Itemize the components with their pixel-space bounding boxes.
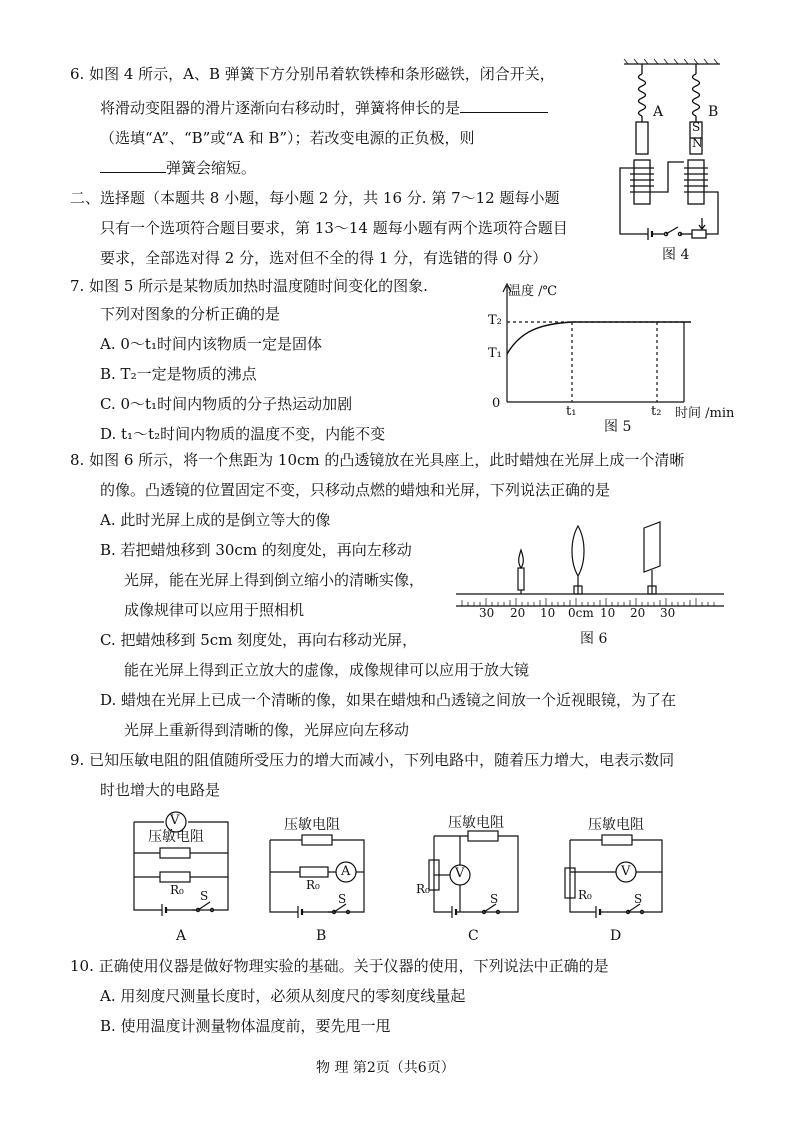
figure-5-temperature-graph	[470, 280, 740, 420]
fig6-tick-label: 20	[630, 606, 646, 620]
q9-a-r0: R₀	[170, 883, 184, 897]
q9-c-r0: R₀	[416, 882, 430, 896]
q9-a-voltmeter: V	[170, 813, 180, 828]
q9-line1: 9. 已知压敏电阻的阻值随所受压力的增大而减小，下列电路中，随着压力增大，电表示数同	[70, 751, 675, 769]
fig6-tick-label: 0cm	[568, 606, 594, 620]
q9-d-switch: S	[634, 892, 643, 906]
fig5-t2-label: T₂	[488, 313, 502, 328]
fig5-caption: 图 5	[604, 419, 632, 435]
q10-line1: 10. 正确使用仪器是做好物理实验的基础。关于仪器的使用，下列说法中正确的是	[70, 957, 609, 975]
fig5-y-label: 温度 /℃	[508, 284, 558, 299]
q9-b-r0: R₀	[306, 878, 320, 892]
q8-line2: 的像。凸透镜的位置固定不变，只移动点燃的蜡烛和光屏，下列说法正确的是	[100, 481, 611, 499]
q10-option-b[interactable]: B. 使用温度计测量物体温度前，要先甩一甩	[100, 1017, 391, 1035]
fig4-caption: 图 4	[662, 247, 690, 263]
page-footer: 物 理 第2页（共6页）	[316, 1060, 455, 1076]
q7-line2: 下列对图象的分析正确的是	[100, 305, 281, 323]
q8-option-a[interactable]: A. 此时光屏上成的是倒立等大的像	[100, 511, 331, 529]
q9-circuit-c	[416, 826, 526, 922]
q7-option-b[interactable]: B. T₂一定是物质的沸点	[100, 365, 257, 383]
fig6-tick-label: 10	[540, 606, 556, 620]
fig5-t1-label: T₁	[488, 346, 502, 361]
section2-line2: 只有一个选项符合题目要求，第 13～14 题每小题有两个选项符合题目	[100, 219, 568, 237]
q9-caption-d: D	[610, 928, 622, 944]
q6-line2: 将滑动变阻器的滑片逐渐向右移动时，弹簧将伸长的是	[100, 98, 548, 118]
q6-answer-blank-1[interactable]	[460, 98, 548, 113]
q9-c-switch: S	[490, 892, 499, 906]
q9-d-sensor-label: 压敏电阻	[588, 817, 644, 833]
section2-line3: 要求，全部选对得 2 分，选对但不全的得 1 分，有选错的得 0 分）	[100, 249, 548, 267]
q7-option-d[interactable]: D. t₁～t₂时间内物质的温度不变，内能不变	[100, 425, 386, 443]
q9-a-switch: S	[200, 889, 209, 903]
q9-b-ammeter: A	[341, 864, 351, 879]
figure-4-electromagnet	[612, 56, 732, 246]
fig6-caption: 图 6	[580, 631, 608, 647]
q8-option-b-line2: 光屏，能在光屏上得到倒立缩小的清晰实像，	[124, 571, 425, 589]
q10-option-a[interactable]: A. 用刻度尺测量长度时，必须从刻度尺的零刻度线量起	[100, 987, 466, 1005]
fig6-tick-label: 10	[600, 606, 616, 620]
fig5-origin: 0	[492, 396, 501, 411]
section2-line1: 二、选择题（本题共 8 小题，每小题 2 分，共 16 分. 第 7～12 题每小题	[70, 189, 560, 207]
q8-option-d-line2: 光屏上重新得到清晰的像，光屏应向左移动	[124, 721, 410, 739]
fig4-magnet-s: S	[692, 120, 701, 134]
q9-b-sensor-label: 压敏电阻	[284, 817, 340, 833]
fig5-x-label: 时间 /min	[675, 406, 735, 421]
fig6-ruler-labels	[452, 606, 732, 622]
q9-c-voltmeter: V	[455, 866, 465, 881]
q9-caption-a: A	[176, 928, 187, 944]
q8-option-b-line3: 成像规律可以应用于照相机	[124, 601, 305, 619]
q9-circuit-b	[262, 826, 372, 922]
fig6-tick-label: 20	[510, 606, 526, 620]
fig5-x-t1: t₁	[566, 404, 577, 419]
q9-line2: 时也增大的电路是	[100, 781, 221, 799]
q9-b-switch: S	[338, 892, 347, 906]
q7-option-c[interactable]: C. 0～t₁时间内物质的分子热运动加剧	[100, 395, 353, 413]
fig4-label-a: A	[653, 104, 664, 120]
q6-line1: 6. 如图 4 所示，A、B 弹簧下方分别吊着软铁棒和条形磁铁，闭合开关，	[70, 65, 555, 83]
fig6-tick-label: 30	[479, 606, 495, 620]
fig6-tick-label: 30	[660, 606, 676, 620]
q8-line1: 8. 如图 6 所示，将一个焦距为 10cm 的凸透镜放在光具座上，此时蜡烛在光屏上成一个清晰	[70, 451, 685, 469]
q9-caption-c: C	[468, 928, 479, 944]
fig4-label-b: B	[708, 104, 719, 120]
fig4-magnet-n: N	[692, 136, 703, 150]
q7-option-a[interactable]: A. 0～t₁时间内该物质一定是固体	[100, 335, 322, 353]
q8-option-c-line1[interactable]: C. 把蜡烛移到 5cm 刻度处，再向右移动光屏，	[100, 631, 418, 649]
q7-line1: 7. 如图 5 所示是某物质加热时温度随时间变化的图象.	[70, 277, 428, 295]
q8-option-b-line1[interactable]: B. 若把蜡烛移到 30cm 的刻度处，再向左移动	[100, 541, 412, 559]
q9-circuit-d	[560, 826, 670, 922]
q9-circuit-a	[126, 800, 236, 920]
q6-answer-blank-2[interactable]	[100, 158, 166, 173]
fig5-x-t2: t₂	[651, 404, 662, 419]
q9-caption-b: B	[316, 928, 327, 944]
q8-option-d-line1[interactable]: D. 蜡烛在光屏上已成一个清晰的像，如果在蜡烛和凸透镜之间放一个近视眼镜，为了在	[100, 691, 677, 709]
q6-line3: （选填“A”、“B”或“A 和 B”）；若改变电源的正负极，则	[100, 129, 475, 147]
q9-d-r0: R₀	[578, 888, 592, 902]
q9-c-sensor-label: 压敏电阻	[448, 815, 504, 831]
q6-line4: 弹簧会缩短。	[100, 158, 256, 178]
q9-d-voltmeter: V	[621, 864, 631, 879]
q9-a-sensor-label: 压敏电阻	[148, 829, 204, 845]
q8-option-c-line2: 能在光屏上得到正立放大的虚像，成像规律可以应用于放大镜	[124, 661, 530, 679]
